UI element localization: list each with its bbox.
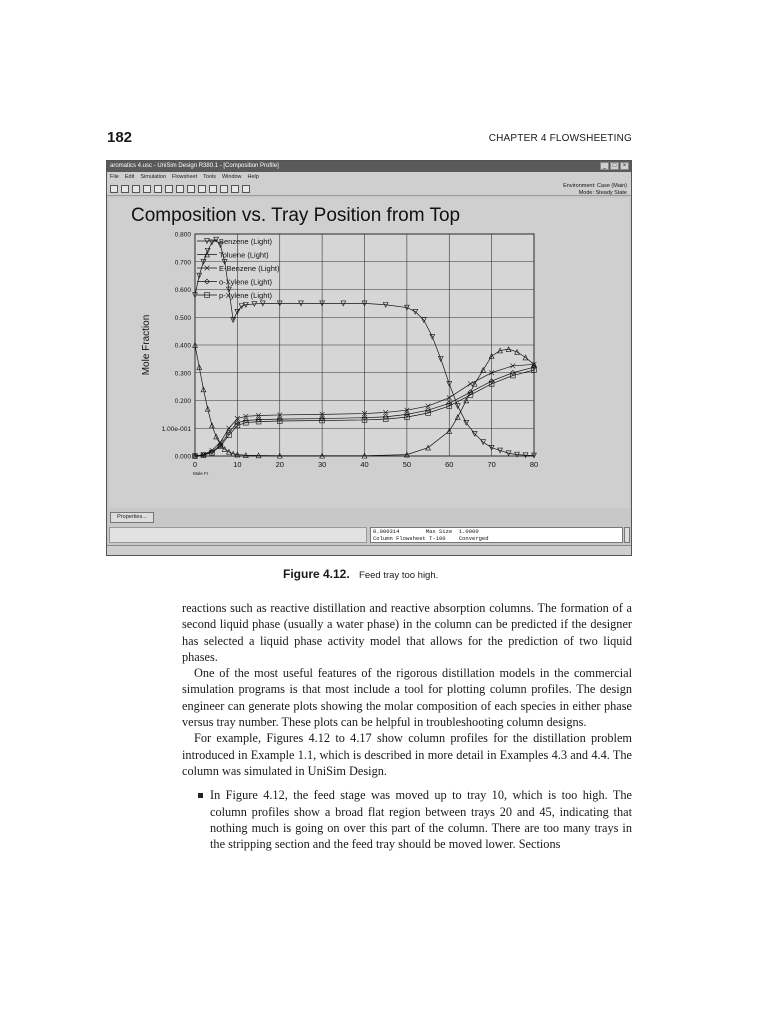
plot-panel xyxy=(109,198,629,508)
menu-edit[interactable]: Edit xyxy=(124,174,135,180)
status-line-1: 0.000314 Max Size 1.0000 xyxy=(373,528,479,535)
x-tick-label: 10 xyxy=(233,460,242,469)
status-scrollbar[interactable] xyxy=(624,527,630,543)
paragraph-1: reactions such as reactive distillation and reactive absorption columns. The formation of a second liquid phase (usually a water phase) in the column can be predicted if the designer has selected a liquid phase activity model that allows for the prediction of two liquid phases. xyxy=(182,601,632,664)
page-number: 182 xyxy=(107,129,133,146)
properties-button[interactable]: Properties... xyxy=(110,512,154,523)
y-tick-label: 0.500 xyxy=(174,314,191,322)
figure-caption xyxy=(283,567,438,581)
legend-label: p-Xylene (Light) xyxy=(219,291,272,300)
running-head: CHAPTER 4 FLOWSHEETING xyxy=(488,133,632,144)
save-icon[interactable] xyxy=(132,185,140,193)
legend-label: o-Xylene (Light) xyxy=(219,277,272,287)
menu-help[interactable]: Help xyxy=(247,174,259,180)
chart-title: Composition vs. Tray Position from Top xyxy=(131,205,461,226)
status-line-2: Column Flowsheet T-100 Converged xyxy=(373,535,489,542)
paragraph-2: One of the most useful features of the rigorous distillation models in the commercial simulation programs is that most include a tool for plotting column profiles. The design engineer can generate plots showing the molar composition of each species in either phase versus tray number. These plots can be helpful in troubleshooting column designs. xyxy=(182,666,632,730)
y-tick-label: 0.700 xyxy=(174,259,191,267)
legend-label: E-Benzene (Light) xyxy=(219,264,280,273)
bullet-square-icon xyxy=(198,793,203,798)
maximize-icon[interactable]: □ xyxy=(610,162,619,170)
open-file-icon[interactable] xyxy=(121,185,129,193)
body-text xyxy=(182,600,632,852)
y-tick-label: 0.000 xyxy=(174,453,191,461)
new-file-icon[interactable] xyxy=(110,185,118,193)
x-sublabel: Mole Fr xyxy=(193,471,209,476)
menu-window[interactable]: Window xyxy=(221,174,242,180)
environment-info xyxy=(563,183,627,196)
undo-icon[interactable] xyxy=(220,185,228,193)
y-axis-label: Mole Fraction xyxy=(141,314,152,376)
trace-status-box xyxy=(370,527,623,543)
paragraph-3: For example, Figures 4.12 to 4.17 show column profiles for the distillation problem introduced in Example 1.1, which is described in more detail in Examples 4.3 and 4.4. The column was simulated in UniSim Design. xyxy=(182,731,632,778)
x-tick-label: 80 xyxy=(529,460,539,469)
legend-label: Benzene (Light) xyxy=(219,237,272,246)
x-tick-label: 50 xyxy=(402,460,412,469)
close-icon[interactable]: × xyxy=(620,162,629,170)
figure-caption-text: Feed tray too high. xyxy=(359,570,439,581)
composition-chart xyxy=(109,198,629,508)
menu-flowsheet[interactable]: Flowsheet xyxy=(172,174,198,180)
figure-label: Figure 4.12. xyxy=(283,567,350,581)
y-tick-label: 0.800 xyxy=(174,231,191,239)
eye-icon[interactable] xyxy=(231,185,239,193)
menu-simulation[interactable]: Simulation xyxy=(140,174,167,180)
x-tick-label: 30 xyxy=(317,460,327,469)
minimize-icon[interactable]: _ xyxy=(600,162,609,170)
window-titlebar xyxy=(107,161,631,172)
solver-go-icon[interactable] xyxy=(198,185,206,193)
menu-file[interactable]: File xyxy=(110,174,119,180)
object-status-panel xyxy=(109,527,367,543)
y-tick-label: 0.600 xyxy=(174,287,191,294)
y-tick-label: 0.200 xyxy=(174,398,191,405)
package-icon[interactable] xyxy=(165,185,173,193)
component-icon[interactable] xyxy=(154,185,162,193)
workbook-icon[interactable] xyxy=(176,185,184,193)
y-tick-label: 0.400 xyxy=(174,342,191,350)
x-tick-label: 20 xyxy=(275,460,284,469)
y-tick-label: 1.00e-001 xyxy=(161,425,191,433)
bottom-status-strip xyxy=(107,545,631,555)
mode-label: Mode: Steady State xyxy=(578,189,627,196)
x-tick-label: 60 xyxy=(445,460,454,469)
y-tick-label: 0.300 xyxy=(174,370,191,378)
unisim-window-screenshot xyxy=(106,160,632,556)
pfd-icon[interactable] xyxy=(187,185,195,193)
menu-tools[interactable]: Tools xyxy=(203,174,216,180)
legend-label: Toluene (Light) xyxy=(219,250,269,260)
x-tick-label: 0 xyxy=(192,460,198,469)
print-icon[interactable] xyxy=(143,185,151,193)
x-tick-label: 70 xyxy=(487,460,496,469)
bullet-item xyxy=(182,787,632,852)
menu-bar xyxy=(107,172,631,182)
flask-icon[interactable] xyxy=(242,185,250,193)
bullet-text: In Figure 4.12, the feed stage was moved up to tray 10, which is too high. The column profiles show a broad flat region between trays 20 and 45, indicating that nothing much is going on over this part of the column. There are too many trays in the stripping section and the feed tray should be moved lower. Sections xyxy=(210,788,632,852)
x-tick-label: 40 xyxy=(360,460,369,469)
solver-hold-icon[interactable] xyxy=(209,185,217,193)
window-title: aromatics 4.usc - UniSim Design R380.1 - [Composition Profile] xyxy=(110,163,279,169)
environment-label: Environment: Case (Main) xyxy=(563,183,627,189)
toolbar xyxy=(107,182,631,196)
